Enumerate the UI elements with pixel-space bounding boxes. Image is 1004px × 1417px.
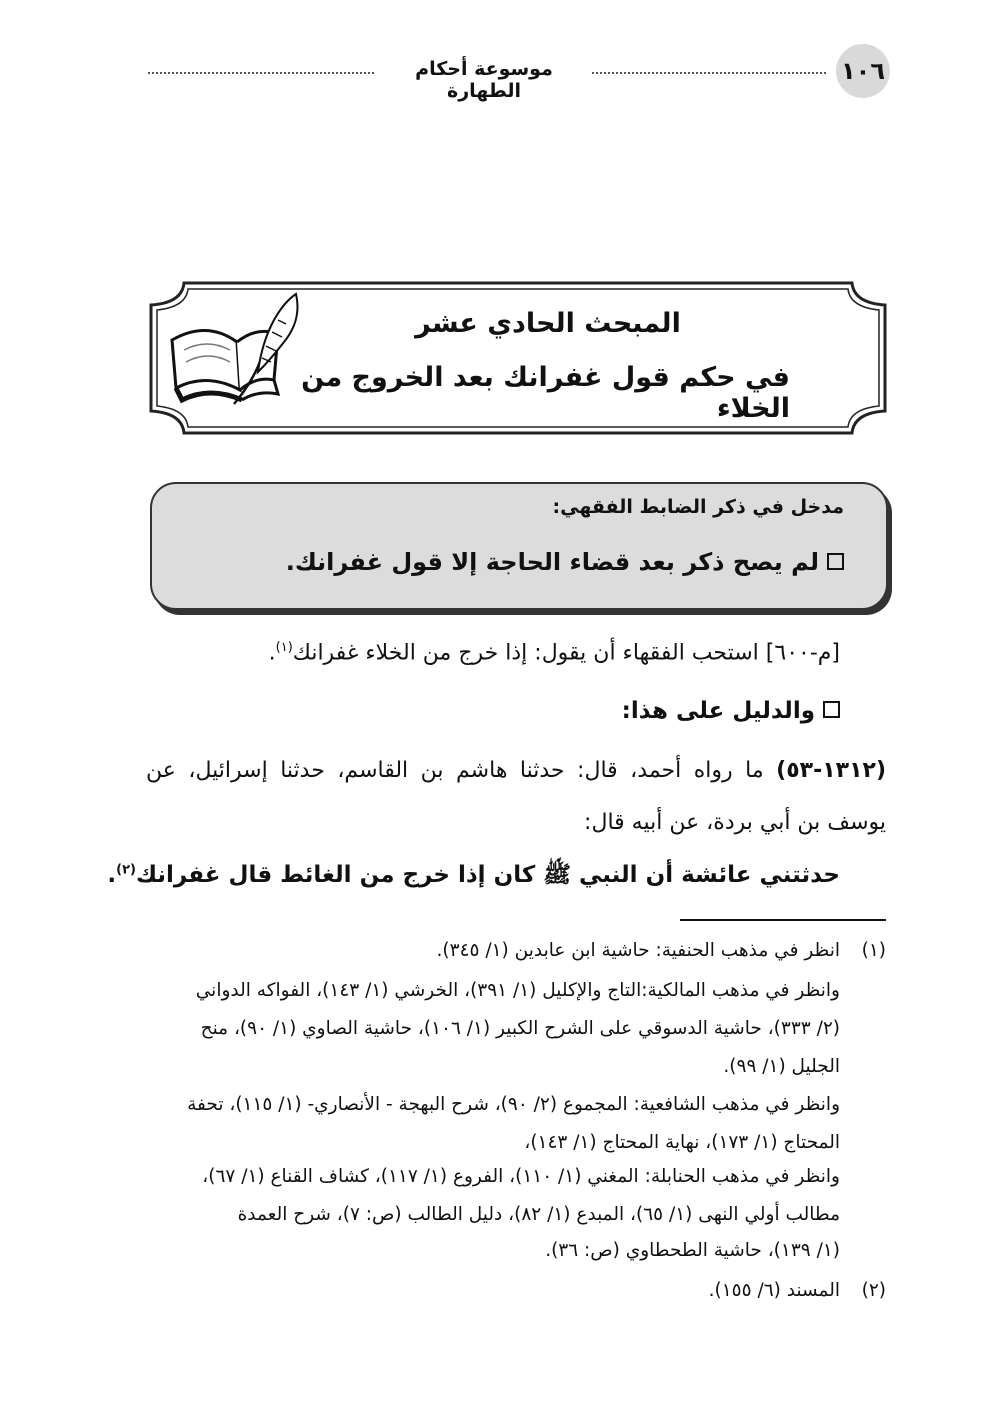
hadith-reference: (١٣١٢-٥٣) [776,758,886,783]
footnote-1-line-6: المحتاج (١/ ١٧٣)، نهاية المحتاج (١/ ١٤٣)، [524,1132,840,1153]
footnote-1-line-8: مطالب أولي النهى (١/ ٦٥)، المبدع (١/ ٨٢)، دليل الطالب (ص: ٧)، شرح العمدة [237,1204,840,1225]
book-quill-icon [162,290,302,410]
issue-reference: [م-٦٠٠] [765,640,840,666]
footnote-1-line-2: وانظر في مذهب المالكية:التاج والإكليل (١/ ٣٩١)، الخرشي (١/ ١٤٣)، الفواكه الدواني [195,980,840,1001]
page-number: ١٠٦ [836,44,890,98]
running-title: موسوعة أحكام الطهارة [415,58,553,102]
header-dots-left [148,72,374,74]
evidence-heading [140,698,840,724]
footnote-2-number: (٢) [861,1280,886,1301]
footnote-1-line-1: انظر في مذهب الحنفية: حاشية ابن عابدين (١/ ٣٤٥). [436,940,840,961]
hadith-line-1 [146,758,886,783]
evidence-heading-text: والدليل على هذا: [621,698,815,724]
hadith-text: حدثتني عائشة أن النبي ﷺ كان إذا خرج من الغائط قال غفرانك$^{(٢)}$. [107,862,840,888]
section-title: المبحث الحادي عشر [415,308,681,339]
hadith-line-1-text: ما رواه أحمد، قال: حدثنا هاشم بن القاسم، حدثنا إسرائيل، عن [146,758,764,783]
footnote-1-line-9: (١/ ١٣٩)، حاشية الطحطاوي (ص: ٣٦). [545,1240,840,1261]
footnote-1-line-3: (٢/ ٣٣٣)، حاشية الدسوقي على الشرح الكبير (١/ ١٠٦)، حاشية الصاوي (١/ ٩٠)، منح [200,1018,840,1039]
footnote-2-text: المسند (٦/ ١٥٥). [708,1280,840,1301]
footnote-ref-1: (١) [275,640,293,655]
header-dots-right [592,72,826,74]
paragraph-1: [م-٦٠٠] استحب الفقهاء أن يقول: إذا خرج من الخلاء غفرانك$^{(١)}$. [268,640,840,666]
paragraph-1-text: استحب الفقهاء أن يقول: إذا خرج من الخلاء غفرانك [292,640,759,666]
rule-text [184,548,844,576]
section-subtitle: في حكم قول غفرانك بعد الخروج من الخلاء [301,362,790,424]
rule-statement: لم يصح ذكر بعد قضاء الحاجة إلا قول غفرانك. [285,548,819,576]
footnote-separator [680,919,886,921]
hadith-text-body: حدثتني عائشة أن النبي ﷺ كان إذا خرج من الغائط قال غفرانك [135,862,840,888]
rule-label: مدخل في ذكر الضابط الفقهي: [552,496,844,518]
checkbox-icon [823,701,840,718]
footnote-1-line-7: وانظر في مذهب الحنابلة: المغني (١/ ١١٠)، الفروع (١/ ١١٧)، كشاف القناع (١/ ٦٧)، [202,1166,840,1187]
hadith-line-2: يوسف بن أبي بردة، عن أبيه قال: [584,810,886,835]
footnote-ref-2: (٢) [116,862,136,878]
footnote-1-line-5: وانظر في مذهب الشافعية: المجموع (٢/ ٩٠)، شرح البهجة - الأنصاري- (١/ ١١٥)، تحفة [187,1094,840,1115]
footnote-1-number: (١) [861,940,886,961]
checkbox-icon [827,553,844,570]
footnote-1-line-4: الجليل (١/ ٩٩). [723,1056,840,1077]
